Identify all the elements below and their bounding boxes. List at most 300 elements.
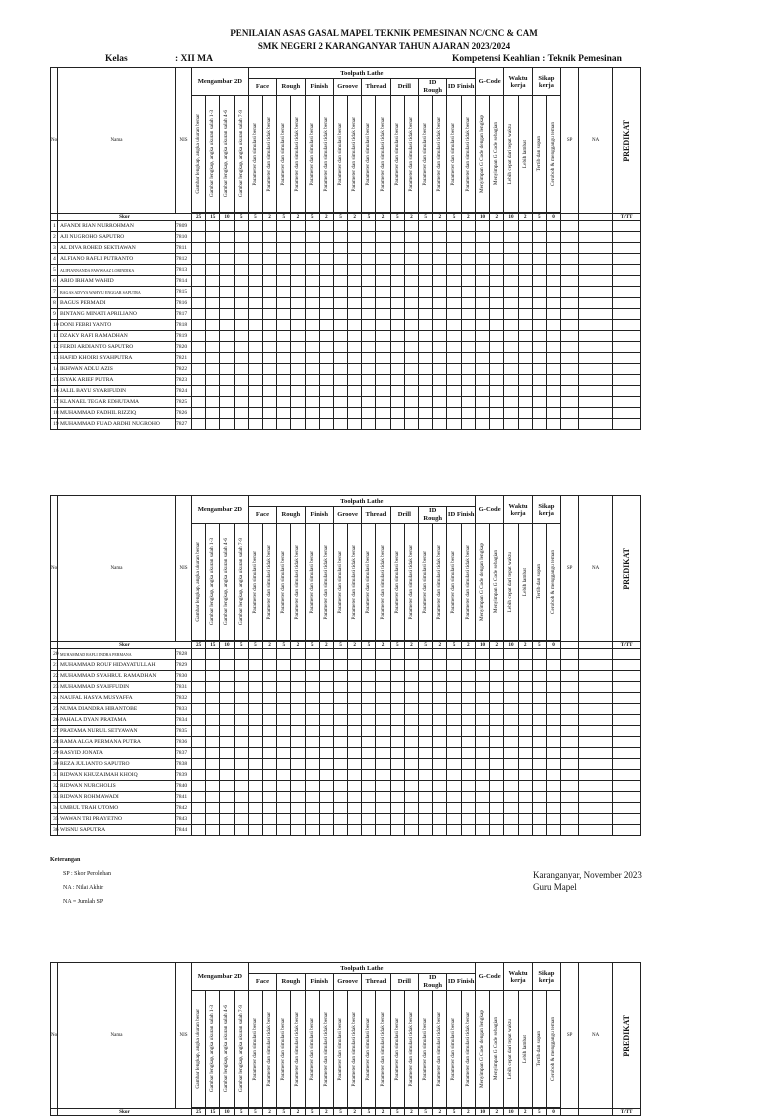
score-cell [504, 408, 518, 419]
score-cell [206, 770, 220, 781]
score-cell [447, 309, 461, 320]
score-cell [305, 704, 319, 715]
score-cell [613, 397, 641, 408]
score-cell [206, 243, 220, 254]
score-cell [348, 726, 362, 737]
score-cell [206, 759, 220, 770]
score-cell [277, 232, 291, 243]
table-row [51, 759, 641, 770]
score-cell [546, 221, 560, 232]
header-gcode: G-Code [475, 963, 503, 991]
score-cell [475, 221, 489, 232]
header-waktu: Waktu kerja [504, 68, 532, 96]
score-cell [305, 803, 319, 814]
student-nis: 7834 [176, 715, 192, 726]
criteria-gambar: Gambar lengkap, angka ukuran salah 1-3 [206, 524, 220, 641]
score-cell [504, 298, 518, 309]
score-cell [490, 331, 504, 342]
score-cell [546, 770, 560, 781]
score-cell [518, 342, 532, 353]
score-cell [277, 748, 291, 759]
score-cell [376, 386, 390, 397]
score-cell [376, 726, 390, 737]
score-cell [579, 254, 613, 265]
score-cell [262, 298, 276, 309]
score-cell [206, 353, 220, 364]
student-name: AFANDI RIAN NURROHMAN [58, 221, 176, 232]
header-gcode: G-Code [475, 68, 503, 96]
score-cell [319, 419, 333, 430]
score-cell [518, 353, 532, 364]
score-cell [390, 748, 404, 759]
score-cell [518, 759, 532, 770]
score-cell [376, 276, 390, 287]
score-cell [518, 803, 532, 814]
score-cell [192, 759, 206, 770]
score-cell [390, 342, 404, 353]
score-cell [248, 386, 262, 397]
score-cell [613, 287, 641, 298]
score-cell [390, 803, 404, 814]
score-cell [362, 342, 376, 353]
student-name: MUHAMMAD RAFLI INDRA PERMANA [58, 649, 176, 660]
score-cell [305, 748, 319, 759]
skor-value: 2 [518, 214, 532, 221]
student-name: MUHAMMAD ROUF HIDAYATULLAH [58, 660, 176, 671]
score-cell [561, 309, 579, 320]
score-cell [561, 419, 579, 430]
score-cell [234, 770, 248, 781]
score-cell [561, 704, 579, 715]
score-cell [376, 221, 390, 232]
score-cell [291, 781, 305, 792]
score-cell [376, 353, 390, 364]
score-cell [248, 342, 262, 353]
subgroup-header: Rough [277, 974, 305, 991]
score-cell [447, 671, 461, 682]
score-cell [419, 759, 433, 770]
score-cell [206, 331, 220, 342]
skor-sp [561, 642, 579, 649]
student-no: 13 [51, 353, 58, 364]
score-cell [248, 660, 262, 671]
score-cell [206, 803, 220, 814]
score-cell [220, 649, 234, 660]
skor-value: 2 [291, 214, 305, 221]
student-nis: 7817 [176, 309, 192, 320]
score-cell [546, 265, 560, 276]
score-cell [206, 254, 220, 265]
score-cell [490, 825, 504, 836]
score-cell [262, 221, 276, 232]
student-name: RIDWAN ROHMAWADI [58, 792, 176, 803]
score-cell [447, 825, 461, 836]
score-cell [532, 693, 546, 704]
score-cell [234, 397, 248, 408]
score-cell [319, 353, 333, 364]
student-no: 23 [51, 682, 58, 693]
student-name: IKHWAN ADLU AZIS [58, 364, 176, 375]
score-cell [518, 682, 532, 693]
score-cell [220, 276, 234, 287]
score-cell [277, 364, 291, 375]
student-name: MUHAMMAD FADHIL RIZZIQ [58, 408, 176, 419]
score-cell [262, 386, 276, 397]
score-cell [348, 254, 362, 265]
criteria-param-ok: Parameter dan simulasi benar [248, 991, 262, 1108]
score-cell [475, 397, 489, 408]
student-name: WISNU SAPUTRA [58, 825, 176, 836]
score-cell [447, 814, 461, 825]
score-cell [419, 803, 433, 814]
score-cell [561, 792, 579, 803]
score-cell [579, 770, 613, 781]
score-cell [333, 770, 347, 781]
criteria-gcode: Menyimpan G Code dengan lengkap [475, 991, 489, 1108]
score-cell [504, 419, 518, 430]
score-cell [390, 254, 404, 265]
score-cell [404, 704, 418, 715]
skor-tt: T/TT [613, 214, 641, 221]
score-cell [206, 649, 220, 660]
criteria-gambar: Gambar lengkap, angka ukuran benar [192, 991, 206, 1108]
score-cell [319, 803, 333, 814]
student-nis: 7818 [176, 320, 192, 331]
table-row [51, 704, 641, 715]
header-no: No [51, 68, 58, 214]
score-cell [362, 287, 376, 298]
score-cell [518, 320, 532, 331]
score-cell [546, 682, 560, 693]
score-cell [291, 320, 305, 331]
score-cell [490, 408, 504, 419]
header-na: NA [579, 496, 613, 642]
subgroup-header: Face [248, 507, 276, 524]
score-cell [248, 265, 262, 276]
score-cell [277, 298, 291, 309]
score-cell [613, 386, 641, 397]
score-cell [518, 419, 532, 430]
score-cell [262, 254, 276, 265]
score-cell [319, 715, 333, 726]
score-cell [333, 814, 347, 825]
score-cell [277, 287, 291, 298]
header-nis: NIS [176, 68, 192, 214]
score-cell [613, 792, 641, 803]
score-cell [305, 287, 319, 298]
table-row [51, 243, 641, 254]
score-cell [262, 232, 276, 243]
score-cell [561, 331, 579, 342]
score-cell [362, 265, 376, 276]
criteria-param-bad: Parameter dan simulasi tidak benar [319, 96, 333, 213]
score-cell [475, 792, 489, 803]
score-cell [613, 814, 641, 825]
table-row [51, 649, 641, 660]
score-cell [504, 364, 518, 375]
score-cell [419, 287, 433, 298]
skor-value: 2 [461, 1109, 475, 1116]
student-name: PAHALA DYAN PRATAMA [58, 715, 176, 726]
score-cell [490, 693, 504, 704]
score-cell [461, 781, 475, 792]
score-cell [319, 232, 333, 243]
score-cell [362, 814, 376, 825]
score-cell [532, 287, 546, 298]
score-cell [532, 298, 546, 309]
subgroup-header: Drill [390, 507, 418, 524]
header-sp: SP [561, 496, 579, 642]
score-cell [248, 419, 262, 430]
table-row [51, 353, 641, 364]
score-cell [433, 397, 447, 408]
score-cell [579, 298, 613, 309]
score-cell [404, 682, 418, 693]
score-cell [305, 825, 319, 836]
score-cell [518, 660, 532, 671]
score-cell [475, 353, 489, 364]
score-cell [490, 375, 504, 386]
score-cell [291, 232, 305, 243]
criteria-param-bad: Parameter dan simulasi tidak benar [376, 991, 390, 1108]
score-cell [348, 386, 362, 397]
score-cell [461, 803, 475, 814]
criteria-param-bad: Parameter dan simulasi tidak benar [404, 991, 418, 1108]
subgroup-header: Finish [305, 507, 333, 524]
score-cell [248, 726, 262, 737]
skor-value: 15 [206, 642, 220, 649]
score-cell [561, 693, 579, 704]
score-cell [348, 265, 362, 276]
score-cell [333, 419, 347, 430]
score-cell [291, 276, 305, 287]
score-cell [490, 419, 504, 430]
score-cell [504, 704, 518, 715]
score-cell [447, 715, 461, 726]
score-cell [461, 397, 475, 408]
score-cell [220, 671, 234, 682]
score-cell [305, 397, 319, 408]
table-row [51, 825, 641, 836]
score-cell [277, 682, 291, 693]
score-cell [504, 320, 518, 331]
student-no: 19 [51, 419, 58, 430]
score-cell [206, 715, 220, 726]
score-cell [390, 781, 404, 792]
score-cell [579, 364, 613, 375]
score-cell [376, 419, 390, 430]
score-cell [419, 419, 433, 430]
criteria-param-ok: Parameter dan simulasi benar [419, 524, 433, 641]
skor-label: Skor [58, 214, 192, 221]
score-cell [490, 254, 504, 265]
score-cell [461, 243, 475, 254]
student-name: ALIFIANNANDA FAWWAAZ LORINDIKA [58, 265, 176, 276]
score-cell [248, 737, 262, 748]
score-cell [404, 649, 418, 660]
score-cell [475, 803, 489, 814]
score-cell [461, 715, 475, 726]
score-cell [319, 386, 333, 397]
criteria-param-bad: Parameter dan simulasi tidak benar [262, 96, 276, 213]
score-cell [234, 704, 248, 715]
score-cell [348, 682, 362, 693]
score-cell [433, 693, 447, 704]
score-cell [220, 287, 234, 298]
score-cell [376, 649, 390, 660]
score-cell [248, 825, 262, 836]
score-cell [192, 221, 206, 232]
student-name: MUHAMMAD FUAD ARDHI NUGROHO [58, 419, 176, 430]
score-cell [461, 748, 475, 759]
header-sikap: Sikap kerja [532, 68, 560, 96]
score-cell [518, 715, 532, 726]
score-cell [333, 792, 347, 803]
score-cell [461, 232, 475, 243]
score-cell [291, 693, 305, 704]
table-row [51, 342, 641, 353]
score-cell [546, 759, 560, 770]
score-cell [376, 792, 390, 803]
score-cell [447, 353, 461, 364]
student-nis: 7814 [176, 276, 192, 287]
score-cell [461, 298, 475, 309]
header-predikat: PREDIKAT [613, 963, 641, 1109]
keterangan-na: NA : Nilai Akhir [63, 885, 104, 891]
skor-tt: T/TT [613, 642, 641, 649]
subgroup-header: ID Finish [447, 79, 476, 96]
student-name: MUHAMMAD SYAIFFUDIN [58, 682, 176, 693]
student-no: 6 [51, 276, 58, 287]
score-cell [613, 298, 641, 309]
student-nis: 7809 [176, 221, 192, 232]
score-cell [404, 660, 418, 671]
student-name: RIDWAN KHUZAIMAH KHOIQ [58, 770, 176, 781]
score-cell [234, 715, 248, 726]
score-cell [490, 364, 504, 375]
score-cell [319, 792, 333, 803]
score-cell [504, 682, 518, 693]
score-cell [319, 397, 333, 408]
student-name: NAUFAL HASYA MUSYAFFA [58, 693, 176, 704]
skor-value: 2 [348, 642, 362, 649]
score-cell [490, 660, 504, 671]
score-cell [206, 408, 220, 419]
score-cell [504, 331, 518, 342]
score-cell [333, 803, 347, 814]
score-cell [504, 649, 518, 660]
student-name: RASYID JONATA [58, 748, 176, 759]
score-cell [192, 649, 206, 660]
student-name: MUHAMMAD SYAHRUL RAMADHAN [58, 671, 176, 682]
score-cell [546, 386, 560, 397]
student-no: 14 [51, 364, 58, 375]
student-no: 36 [51, 825, 58, 836]
score-cell [490, 737, 504, 748]
table-row [51, 715, 641, 726]
score-cell [546, 693, 560, 704]
score-cell [220, 353, 234, 364]
score-cell [447, 408, 461, 419]
score-cell [305, 386, 319, 397]
score-cell [248, 408, 262, 419]
score-cell [561, 364, 579, 375]
student-nis: 7843 [176, 814, 192, 825]
score-cell [277, 375, 291, 386]
score-cell [461, 331, 475, 342]
score-cell [234, 649, 248, 660]
score-cell [419, 265, 433, 276]
score-cell [234, 287, 248, 298]
criteria-waktu: Lebih cepat dari tepat waktu [504, 991, 518, 1108]
score-cell [277, 781, 291, 792]
score-cell [518, 298, 532, 309]
score-cell [447, 243, 461, 254]
skor-value: 5 [447, 214, 461, 221]
score-cell [461, 792, 475, 803]
score-cell [419, 715, 433, 726]
score-cell [220, 814, 234, 825]
score-cell [433, 353, 447, 364]
score-cell [319, 726, 333, 737]
score-cell [518, 671, 532, 682]
score-cell [404, 803, 418, 814]
score-cell [362, 660, 376, 671]
score-cell [504, 781, 518, 792]
student-nis: 7832 [176, 693, 192, 704]
criteria-param-ok: Parameter dan simulasi benar [333, 524, 347, 641]
score-cell [362, 364, 376, 375]
score-cell [461, 737, 475, 748]
score-cell [234, 419, 248, 430]
student-no: 33 [51, 792, 58, 803]
score-cell [613, 331, 641, 342]
score-cell [192, 232, 206, 243]
score-cell [490, 287, 504, 298]
score-cell [419, 660, 433, 671]
skor-label: Skor [58, 1109, 192, 1116]
score-cell [362, 298, 376, 309]
skor-tt: T/TT [613, 1109, 641, 1116]
score-cell [447, 748, 461, 759]
score-cell [262, 364, 276, 375]
score-cell [461, 364, 475, 375]
score-cell [390, 287, 404, 298]
score-cell [305, 276, 319, 287]
score-cell [333, 221, 347, 232]
score-cell [475, 375, 489, 386]
score-cell [613, 781, 641, 792]
score-cell [461, 276, 475, 287]
header-sp: SP [561, 68, 579, 214]
score-cell [461, 386, 475, 397]
score-cell [291, 265, 305, 276]
score-cell [475, 287, 489, 298]
table-row [51, 660, 641, 671]
score-cell [234, 781, 248, 792]
skor-value: 2 [433, 642, 447, 649]
score-cell [348, 671, 362, 682]
score-cell [419, 276, 433, 287]
score-cell [433, 243, 447, 254]
score-cell [362, 682, 376, 693]
score-cell [248, 375, 262, 386]
score-cell [532, 792, 546, 803]
score-cell [206, 737, 220, 748]
score-cell [234, 803, 248, 814]
skor-value: 2 [376, 642, 390, 649]
keterangan-sp: SP : Skor Perolehan [63, 871, 111, 877]
